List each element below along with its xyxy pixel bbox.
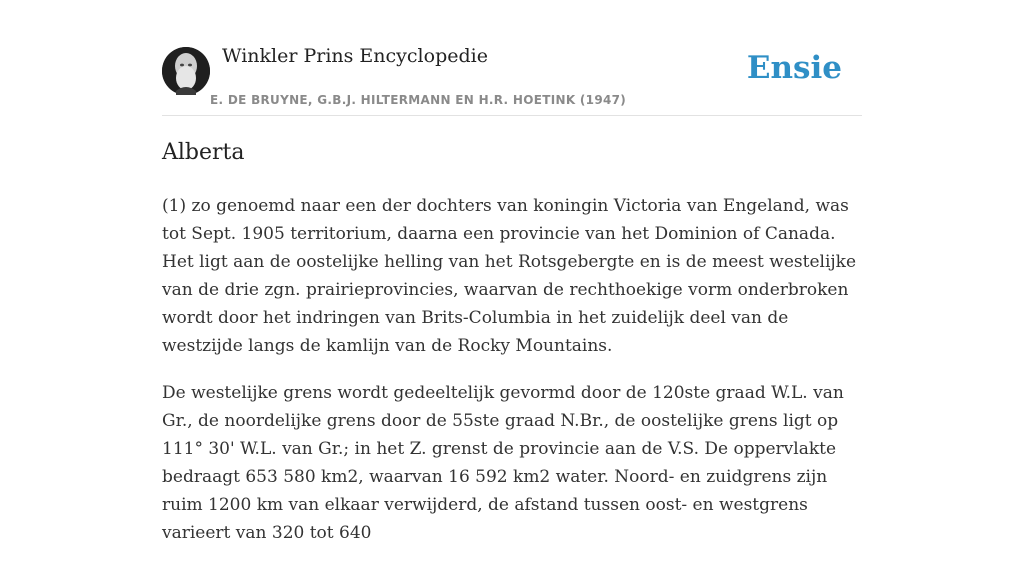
article-paragraph: De westelijke grens wordt gedeeltelijk gevormd door de 120ste graad W.L. van Gr., de noordelijke grens door de 55ste graad N.Br., de oostelijke grens ligt op 111° 30' W.L. van Gr.; in het Z. grenst de provincie aan de V.S. De oppervlakte bedraagt 653 580 km2, waarvan 16 592 km2 water. Noord- en zuidgrens zijn ruim 1200 km van elkaar verwijderd, de afstand tussen oost- en westgrens varieert van 320 tot 640	[162, 383, 844, 543]
author-avatar[interactable]	[162, 47, 210, 95]
source-title[interactable]: Winkler Prins Encyclopedie	[222, 45, 488, 67]
article-title: Alberta	[162, 140, 245, 165]
article-paragraph: (1) zo genoemd naar een der dochters van koningin Victoria van Engeland, was tot Sept. 1905 territorium, daarna een provincie van het Dominion of Canada. Het ligt aan de oostelijke helling van het Rotsgebergte en is de meest westelijke van de drie zgn. prairieprovincies, waarvan de rechthoekige vorm onderbroken wordt door het indringen van Brits-Columbia in het zuidelijk deel van de westzijde langs de kamlijn van de Rocky Mountains.	[162, 196, 857, 356]
source-authors: E. DE BRUYNE, G.B.J. HILTERMANN EN H.R. HOETINK (1947)	[210, 93, 627, 107]
source-header	[162, 0, 862, 116]
portrait-icon	[162, 47, 210, 95]
brand-logo[interactable]: Ensie	[746, 50, 842, 86]
content-container	[162, 0, 862, 543]
article-body	[162, 192, 862, 566]
